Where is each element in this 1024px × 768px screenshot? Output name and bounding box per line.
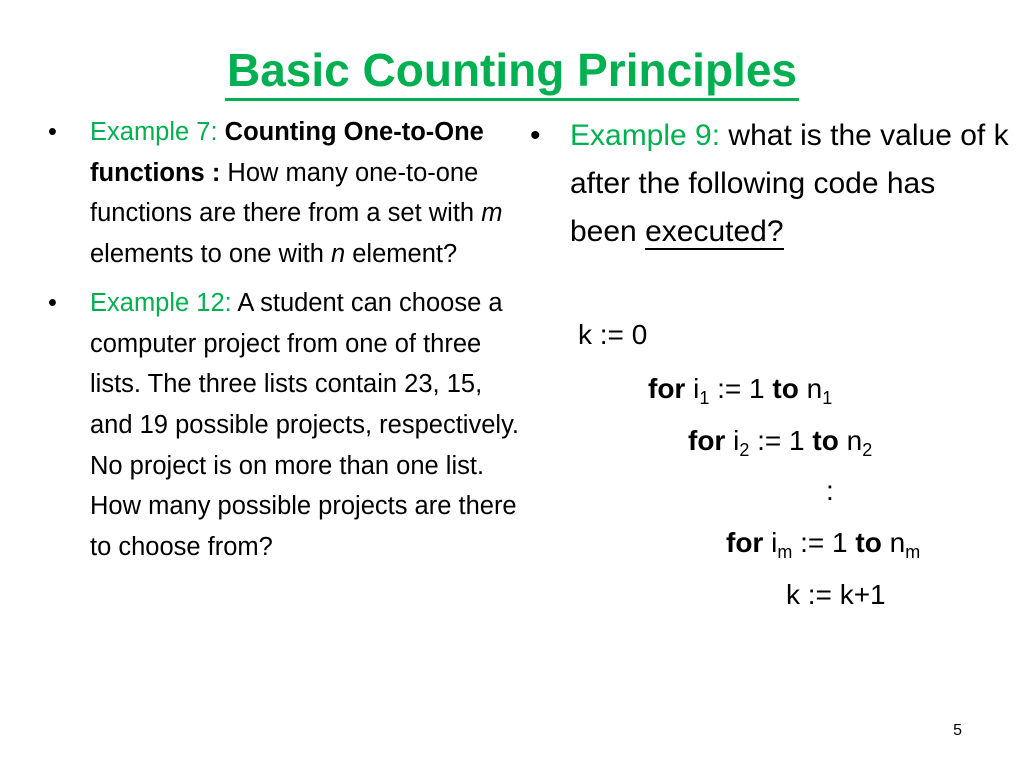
code-var-n: n bbox=[846, 425, 863, 456]
code-ellipsis: : bbox=[826, 475, 834, 506]
code-body: k := k+1 bbox=[786, 579, 886, 610]
example-9-label: Example 9: bbox=[570, 119, 729, 152]
code-line-for-1 bbox=[648, 372, 832, 406]
code-init: k := 0 bbox=[578, 319, 648, 350]
example-12-item bbox=[48, 283, 523, 568]
code-sub: 2 bbox=[862, 440, 873, 460]
example-7-item bbox=[48, 112, 523, 275]
code-sub: m bbox=[905, 542, 921, 562]
example-9-item bbox=[530, 112, 1010, 256]
code-keyword-for: for bbox=[648, 373, 686, 404]
example-7-label: Example 7: bbox=[90, 118, 225, 146]
example-7-var-n: n bbox=[330, 240, 346, 269]
code-line-ellipsis bbox=[826, 474, 834, 508]
code-line-init bbox=[578, 318, 647, 352]
code-keyword-to: to bbox=[812, 425, 839, 456]
code-var-i: i bbox=[771, 527, 778, 558]
code-line-for-m bbox=[726, 526, 920, 560]
code-line-body bbox=[786, 578, 886, 612]
code-var-i: i bbox=[733, 425, 740, 456]
code-sub: 1 bbox=[699, 388, 710, 408]
code-var-n: n bbox=[806, 373, 823, 404]
left-column bbox=[48, 112, 523, 576]
code-var-n: n bbox=[889, 527, 906, 558]
code-keyword-for: for bbox=[688, 425, 726, 456]
example-9-text: what is the value of k after the following code has been bbox=[570, 119, 1009, 248]
example-7-text-2: elements to one with bbox=[90, 240, 331, 269]
code-sub: 1 bbox=[822, 388, 833, 408]
page-number: 5 bbox=[953, 722, 962, 739]
example-7-text-1: How many one-to-one functions are there from a set with bbox=[90, 158, 482, 228]
code-assign: := 1 bbox=[709, 373, 773, 404]
slide-title-text: Basic Counting Principles bbox=[225, 44, 799, 101]
example-9-underlined-word: executed? bbox=[645, 215, 784, 248]
right-column bbox=[530, 112, 1010, 256]
code-var-i: i bbox=[693, 373, 700, 404]
example-12-text: A student can choose a computer project from one of three lists. The three lists contain 23, 15, and 19 possible projects, respectively. No project is on more than one list. How many possible projects are there to choose from? bbox=[90, 288, 520, 562]
code-line-for-2 bbox=[688, 424, 872, 458]
code-sub: m bbox=[777, 542, 793, 562]
bullet-icon: • bbox=[48, 288, 57, 317]
code-keyword-to: to bbox=[772, 373, 799, 404]
bullet-icon: • bbox=[530, 119, 541, 152]
code-keyword-for: for bbox=[726, 527, 764, 558]
code-keyword-to: to bbox=[855, 527, 882, 558]
code-assign: := 1 bbox=[792, 527, 856, 558]
example-7-bold-heading: Counting One-to-One functions : bbox=[90, 118, 484, 187]
example-7-text-3: element? bbox=[345, 240, 458, 269]
slide-title bbox=[0, 42, 1024, 98]
bullet-icon: • bbox=[48, 118, 57, 146]
example-7-var-m: m bbox=[481, 199, 503, 228]
code-sub: 2 bbox=[739, 440, 750, 460]
code-assign: := 1 bbox=[749, 425, 813, 456]
example-12-label: Example 12: bbox=[90, 288, 238, 317]
